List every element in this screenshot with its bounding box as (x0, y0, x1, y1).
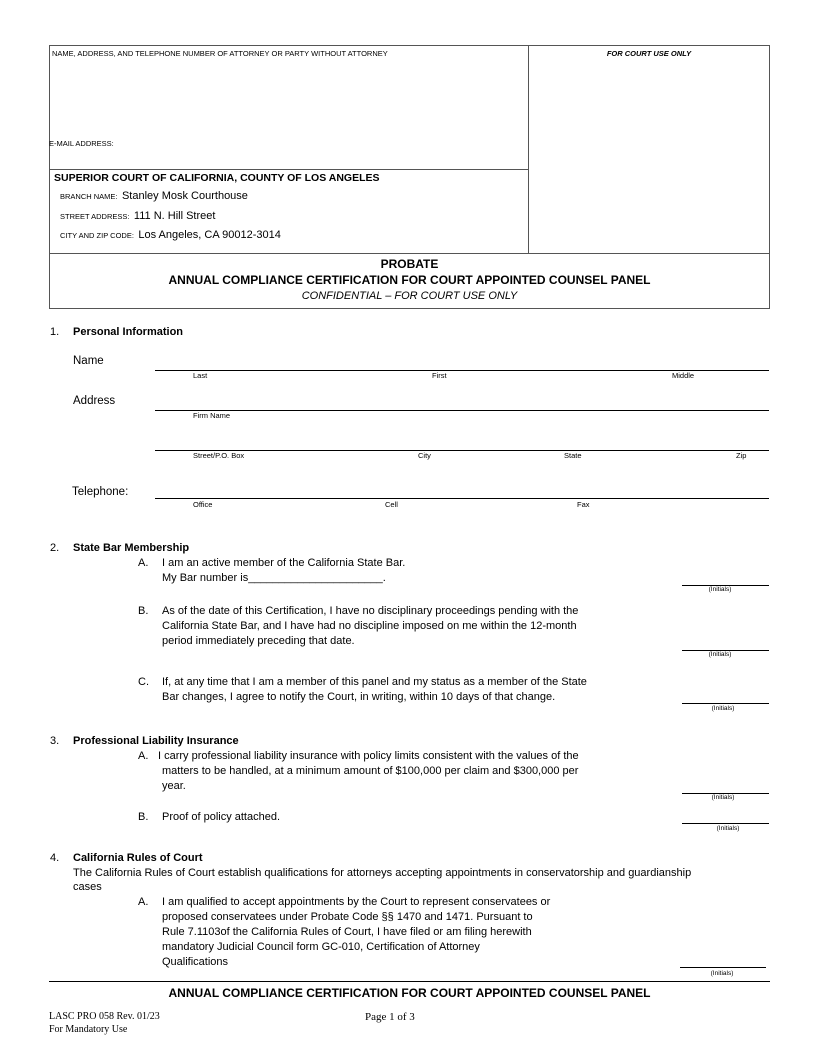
s3-a-line2: matters to be handled, at a minimum amount of $100,000 per claim and $300,000 per (162, 765, 579, 777)
telephone-label: Telephone: (72, 486, 129, 498)
s2-a-initials-label: (Initials) (708, 586, 732, 593)
section4-heading: California Rules of Court (73, 852, 203, 864)
title-line2: ANNUAL COMPLIANCE CERTIFICATION FOR COURT APPOINTED COUNSEL PANEL (168, 273, 651, 287)
city-row (60, 225, 281, 243)
footer-page: Page 1 of 3 (365, 1011, 415, 1023)
s3-a-letter: A. (138, 750, 149, 762)
s4-a-initials-label: (Initials) (710, 970, 734, 977)
s3-b-initials-label: (Initials) (716, 825, 740, 832)
s2-b-line1: As of the date of this Certification, I have no disciplinary proceedings pending with the (162, 605, 579, 617)
court-use-label: FOR COURT USE ONLY (606, 49, 692, 58)
city-value: Los Angeles, CA 90012-3014 (138, 229, 281, 241)
attorney-box (49, 45, 529, 170)
city-label: CITY AND ZIP CODE: (60, 231, 134, 240)
s3-a-line3: year. (162, 780, 186, 792)
title-line1: PROBATE (380, 257, 439, 271)
s3-b-initials-line[interactable] (682, 823, 769, 824)
s4-a-line4: mandatory Judicial Council form GC-010, Certification of Attorney (162, 941, 480, 953)
last-label: Last (193, 371, 208, 380)
footer-rule (49, 981, 770, 982)
branch-row (60, 186, 248, 204)
street-label: STREET ADDRESS: (60, 212, 130, 221)
street-value: 111 N. Hill Street (133, 210, 216, 222)
s3-a-initials-label: (Initials) (711, 794, 735, 801)
s4-a-line1: I am qualified to accept appointments by the Court to represent conservatees or (162, 896, 551, 908)
s2-b-line2: California State Bar, and I have had no discipline imposed on me within the 12-month (162, 620, 577, 632)
branch-label: BRANCH NAME: (60, 192, 118, 201)
firm-name-line[interactable] (155, 410, 769, 411)
s2-c-line2: Bar changes, I agree to notify the Court, in writing, within 10 days of that change. (162, 691, 556, 703)
s3-a-line1: I carry professional liability insurance with policy limits consistent with the values of the (158, 750, 579, 762)
s2-a-line1: I am an active member of the California State Bar. (162, 557, 406, 569)
name-label: Name (73, 355, 104, 367)
telephone-line[interactable] (155, 498, 769, 499)
s4-a-initials-line[interactable] (680, 967, 766, 968)
footer-title: ANNUAL COMPLIANCE CERTIFICATION FOR COURT APPOINTED COUNSEL PANEL (168, 986, 651, 1000)
s3-b-letter: B. (138, 811, 149, 823)
s2-b-initials-label: (Initials) (708, 651, 732, 658)
court-use-box (528, 45, 770, 254)
section1-number: 1. (50, 326, 60, 338)
s4-a-line3: Rule 7.1103of the California Rules of Court, I have filed or am filing herewith (162, 926, 532, 938)
address-label: Address (73, 395, 116, 407)
office-label: Office (193, 500, 213, 509)
s2-a-letter: A. (138, 557, 149, 569)
s3-b-line1: Proof of policy attached. (162, 811, 281, 823)
s4-a-line5: Qualifications (162, 956, 229, 968)
section4-number: 4. (50, 852, 60, 864)
s2-c-initials-line[interactable] (682, 703, 769, 704)
middle-label: Middle (672, 371, 695, 380)
section2-heading: State Bar Membership (73, 542, 190, 554)
state-label-field: State (564, 451, 582, 460)
s4-intro1: The California Rules of Court establish qualifications for attorneys accepting appointments in conservatorship and guardianship (73, 867, 692, 879)
email-label: E-MAIL ADDRESS: (49, 139, 114, 148)
s2-c-letter: C. (138, 676, 149, 688)
section3-number: 3. (50, 735, 60, 747)
attorney-label: NAME, ADDRESS, AND TELEPHONE NUMBER OF ATTORNEY OR PARTY WITHOUT ATTORNEY (52, 49, 388, 58)
s2-b-letter: B. (138, 605, 149, 617)
street-label-field: Street/P.O. Box (193, 451, 245, 460)
s2-c-initials-label: (Initials) (711, 705, 735, 712)
section3-heading: Professional Liability Insurance (73, 735, 239, 747)
first-label: First (432, 371, 447, 380)
footer-mandatory: For Mandatory Use (49, 1024, 128, 1035)
street-row (60, 206, 215, 224)
title-line3: CONFIDENTIAL – FOR COURT USE ONLY (301, 290, 518, 302)
footer-form-id: LASC PRO 058 Rev. 01/23 (49, 1011, 160, 1022)
section2-number: 2. (50, 542, 60, 554)
zip-label-field: Zip (736, 451, 747, 460)
s4-a-letter: A. (138, 896, 149, 908)
court-name: SUPERIOR COURT OF CALIFORNIA, COUNTY OF LOS ANGELES (54, 172, 380, 184)
fax-label: Fax (577, 500, 590, 509)
s4-a-line2: proposed conservatees under Probate Code §§ 1470 and 1471. Pursuant to (162, 911, 533, 923)
firm-name-label: Firm Name (193, 411, 231, 420)
section1-heading: Personal Information (73, 326, 184, 338)
city-label-field: City (418, 451, 431, 460)
s2-c-line1: If, at any time that I am a member of this panel and my status as a member of the State (162, 676, 587, 688)
s4-intro2: cases (73, 881, 102, 893)
street-line[interactable] (155, 450, 769, 451)
branch-value: Stanley Mosk Courthouse (121, 190, 248, 202)
s2-a-line2: My Bar number is______________________. (162, 572, 386, 584)
s2-b-line3: period immediately preceding that date. (162, 635, 355, 647)
cell-label: Cell (385, 500, 398, 509)
